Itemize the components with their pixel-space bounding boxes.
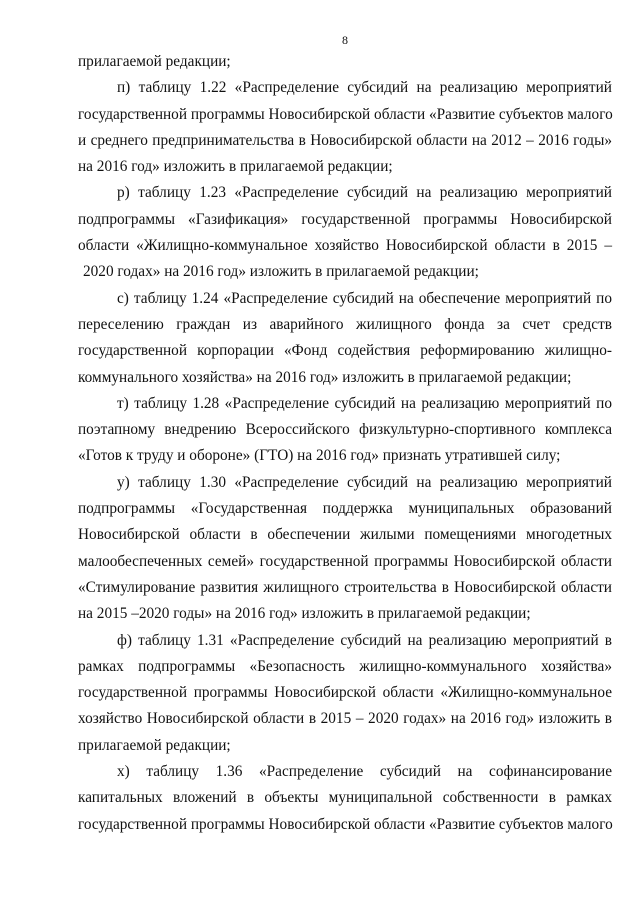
text-line: п) таблицу 1.22 «Распределение субсидий на реализацию мероприятий — [117, 79, 612, 97]
text-line: х) таблицу 1.36 «Распределение субсидий на софинансирование — [117, 763, 612, 781]
text-line: р) таблицу 1.23 «Распределение субсидий на реализацию мероприятий — [117, 184, 612, 202]
text-line: капитальных вложений в объекты муниципальной собственности в рамках — [78, 789, 612, 807]
text-line: государственной корпорации «Фонд содействия реформированию жилищно- — [78, 342, 612, 360]
text-line: хозяйство Новосибирской области в 2015 – 2020 годах» на 2016 год» изложить в — [78, 710, 612, 728]
text-line: т) таблицу 1.28 «Распределение субсидий на реализацию мероприятий по — [117, 394, 612, 412]
text-line: поэтапному внедрению Всероссийского физкультурно-спортивного комплекса — [78, 421, 612, 439]
text-line: ф) таблицу 1.31 «Распределение субсидий на реализацию мероприятий в — [117, 631, 612, 649]
text-line: рамках подпрограммы «Безопасность жилищно-коммунального хозяйства» — [78, 657, 612, 675]
text-line: с) таблицу 1.24 «Распределение субсидий на обеспечение мероприятий по — [117, 289, 612, 307]
text-line: прилагаемой редакции; — [78, 736, 231, 754]
text-line: коммунального хозяйства» на 2016 год» изложить в прилагаемой редакции; — [78, 368, 572, 386]
text-line: Новосибирской области в обеспечении жилыми помещениями многодетных — [78, 526, 612, 544]
text-line: государственной программы Новосибирской области «Развитие субъектов малого — [78, 105, 613, 123]
text-line: государственной программы Новосибирской области «Жилищно-коммунальное — [78, 684, 612, 702]
text-line: малообеспеченных семей» государственной программы Новосибирской области — [78, 552, 612, 570]
text-line: 2020 годах» на 2016 год» изложить в прилагаемой редакции; — [83, 263, 479, 281]
text-line: на 2016 год» изложить в прилагаемой редакции; — [78, 158, 393, 176]
text-line: на 2015 –2020 годы» на 2016 год» изложить в прилагаемой редакции; — [78, 605, 531, 623]
document-body — [78, 49, 612, 838]
text-line: подпрограммы «Газификация» государственной программы Новосибирской — [78, 210, 612, 228]
text-line: «Готов к труду и обороне» (ГТО) на 2016 год» признать утратившей силу; — [78, 447, 561, 465]
page-number: 8 — [342, 33, 348, 47]
text-line: прилагаемой редакции; — [78, 53, 231, 70]
text-line: «Стимулирование развития жилищного строительства в Новосибирской области — [78, 578, 612, 596]
text-line: подпрограммы «Государственная поддержка муниципальных образований — [78, 500, 612, 518]
text-line: переселению граждан из аварийного жилищного фонда за счет средств — [78, 315, 612, 333]
text-line: области «Жилищно-коммунальное хозяйство Новосибирской области в 2015 – — [78, 237, 612, 255]
text-line: государственной программы Новосибирской области «Развитие субъектов малого — [78, 815, 613, 833]
text-line: у) таблицу 1.30 «Распределение субсидий на реализацию мероприятий — [117, 473, 612, 491]
text-line: и среднего предпринимательства в Новосибирской области на 2012 – 2016 годы» — [78, 131, 612, 149]
